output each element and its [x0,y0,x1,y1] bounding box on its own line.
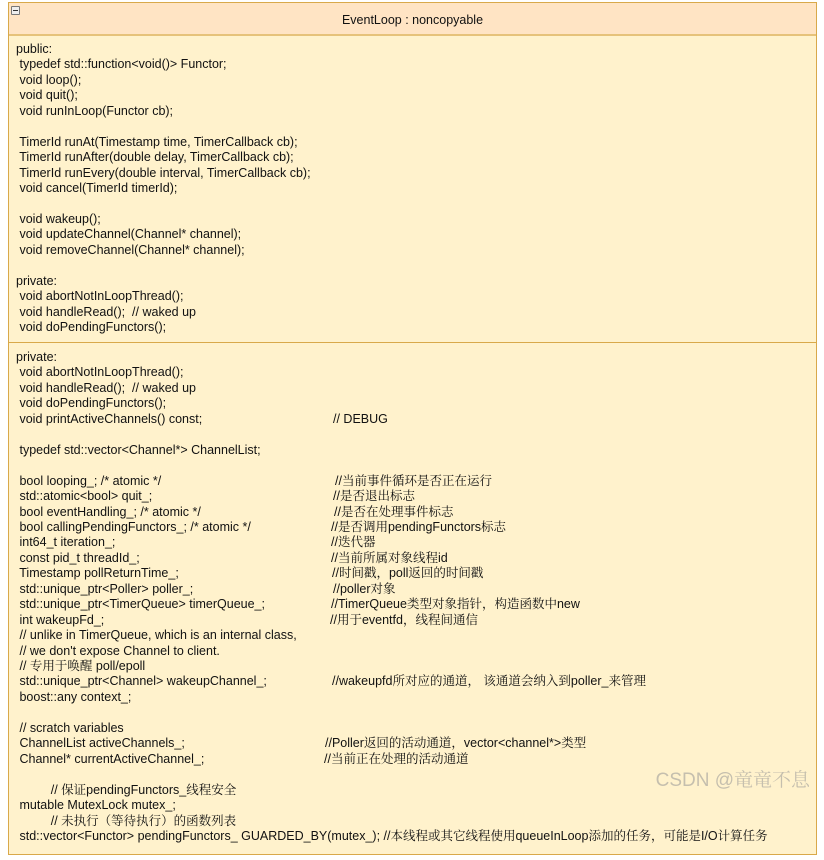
code-line [16,721,124,736]
code-text: ChannelList activeChannels_; [16,736,185,751]
code-text: // 保证pendingFunctors_线程安全 [16,782,237,797]
code-comment: //wakeupfd所对应的通道， 该通道会纳入到poller_来管理 [332,674,646,689]
code-text: std::unique_ptr<Channel> wakeupChannel_; [16,674,267,689]
code-line [16,504,454,520]
code-text: // 未执行（等待执行）的函数列表 [16,813,237,828]
code-line [16,829,768,844]
code-comment: //是否退出标志 [333,489,415,504]
code-line [16,783,236,798]
code-line [16,166,311,181]
watermark: CSDN @竜竜不息 [655,770,810,791]
code-text: void quit(); [16,88,78,103]
code-line [16,150,294,165]
code-text: private: [16,273,57,288]
code-text: void wakeup(); [16,211,101,226]
code-comment: //是否调用pendingFunctors标志 [331,519,507,534]
code-line [16,581,396,597]
code-text: TimerId runAt(Timestamp time, TimerCallback cb); [16,134,298,149]
code-line [16,365,183,380]
code-line [16,350,57,365]
code-text: // we don't expose Channel to client. [16,643,220,658]
code-line [16,612,478,628]
code-line [16,104,173,119]
code-line [16,519,507,535]
code-line [16,274,57,289]
code-text: // 专用于唤醒 poll/epoll [16,659,146,673]
code-line [16,597,580,612]
code-text: bool looping_; /* atomic */ [16,473,162,488]
code-line [16,227,241,242]
code-comment: //poller对象 [333,581,396,596]
code-line [16,396,166,411]
code-line [16,243,245,258]
code-text: void handleRead(); // waked up [16,380,196,395]
code-line [16,628,297,643]
code-text: TimerId runEvery(double interval, TimerCallback cb); [16,165,311,180]
code-text: void runInLoop(Functor cb); [16,103,174,118]
code-line [16,135,298,150]
code-text: public: [16,42,53,56]
code-text: void loop(); [16,72,82,87]
code-text: bool callingPendingFunctors_; /* atomic */ [16,519,251,534]
code-text: void handleRead(); // waked up [16,304,196,319]
code-text: Timestamp pollReturnTime_; [16,566,179,581]
code-line [16,814,236,829]
code-text: std::atomic<bool> quit_; [16,489,153,504]
code-line [16,443,261,458]
code-text: int wakeupFd_; [16,612,105,627]
code-comment: //Poller返回的活动通道，vector<channel*>类型 [325,736,587,751]
code-comment: //是否在处理事件标志 [334,504,454,519]
code-text: typedef std::function<void()> Functor; [16,57,227,72]
code-line [16,566,484,581]
code-line [16,659,145,674]
code-line [16,212,101,227]
code-text: void removeChannel(Channel* channel); [16,242,245,257]
code-text: void cancel(TimerId timerId); [16,181,178,196]
code-text: void printActiveChannels() const; [16,411,203,426]
code-text: // scratch variables [16,720,124,735]
class-box-eventloop [8,2,817,855]
code-text: int64_t iteration_; [16,535,116,550]
code-comment: //当前所属对象线程id [331,550,448,565]
code-line [16,411,388,427]
code-line [16,305,196,320]
code-line [16,73,81,88]
code-line [16,181,177,196]
code-text: void doPendingFunctors(); [16,320,167,335]
code-text: mutable MutexLock mutex_; [16,798,176,813]
code-text: // unlike in TimerQueue, which is an internal class, [16,628,297,643]
code-text: private: [16,350,57,364]
code-text: void updateChannel(Channel* channel); [16,227,242,242]
code-line [16,798,176,813]
code-text: std::unique_ptr<Poller> poller_; [16,581,194,596]
code-text: void abortNotInLoopThread(); [16,365,184,380]
code-line [16,57,227,72]
code-line [16,381,196,396]
code-line [16,550,448,566]
code-text: std::unique_ptr<TimerQueue> timerQueue_; [16,597,265,612]
code-text: void doPendingFunctors(); [16,396,167,411]
code-text: bool eventHandling_; /* atomic */ [16,504,201,519]
code-comment: // DEBUG [333,411,388,426]
code-line [16,690,131,705]
code-text: TimerId runAfter(double delay, TimerCallback cb); [16,150,294,165]
code-comment: //当前事件循环是否正在运行 [335,473,492,488]
code-line [16,535,376,550]
code-text: std::vector<Functor> pendingFunctors_ GUARDED_BY(mutex_); //本线程或其它线程使用queueInLoop添加的任务，可能是I/O计算任务 [16,828,768,843]
code-text: void abortNotInLoopThread(); [16,289,184,304]
code-line [16,289,183,304]
code-text: Channel* currentActiveChannel_; [16,751,205,766]
code-comment: //TimerQueue类型对象指针，构造函数中new [331,597,580,612]
code-comment: //用于eventfd，线程间通信 [330,612,478,627]
code-text: boost::any context_; [16,689,132,704]
code-line [16,320,166,335]
public-members-section [9,36,816,343]
code-line [16,473,492,489]
code-line [16,674,646,689]
class-header [9,3,816,36]
code-line [16,88,78,103]
code-line [16,489,415,504]
code-line [16,751,469,767]
code-line [16,736,587,751]
code-comment: //当前正在处理的活动通道 [324,751,469,766]
code-text: const pid_t threadId_; [16,550,140,565]
class-title: EventLoop : noncopyable [341,13,484,27]
code-comment: //迭代器 [331,535,376,550]
code-text: typedef std::vector<Channel*> ChannelList; [16,442,261,457]
code-line [16,42,52,57]
code-comment: //时间戳，poll返回的时间戳 [332,566,484,581]
code-line [16,644,220,659]
